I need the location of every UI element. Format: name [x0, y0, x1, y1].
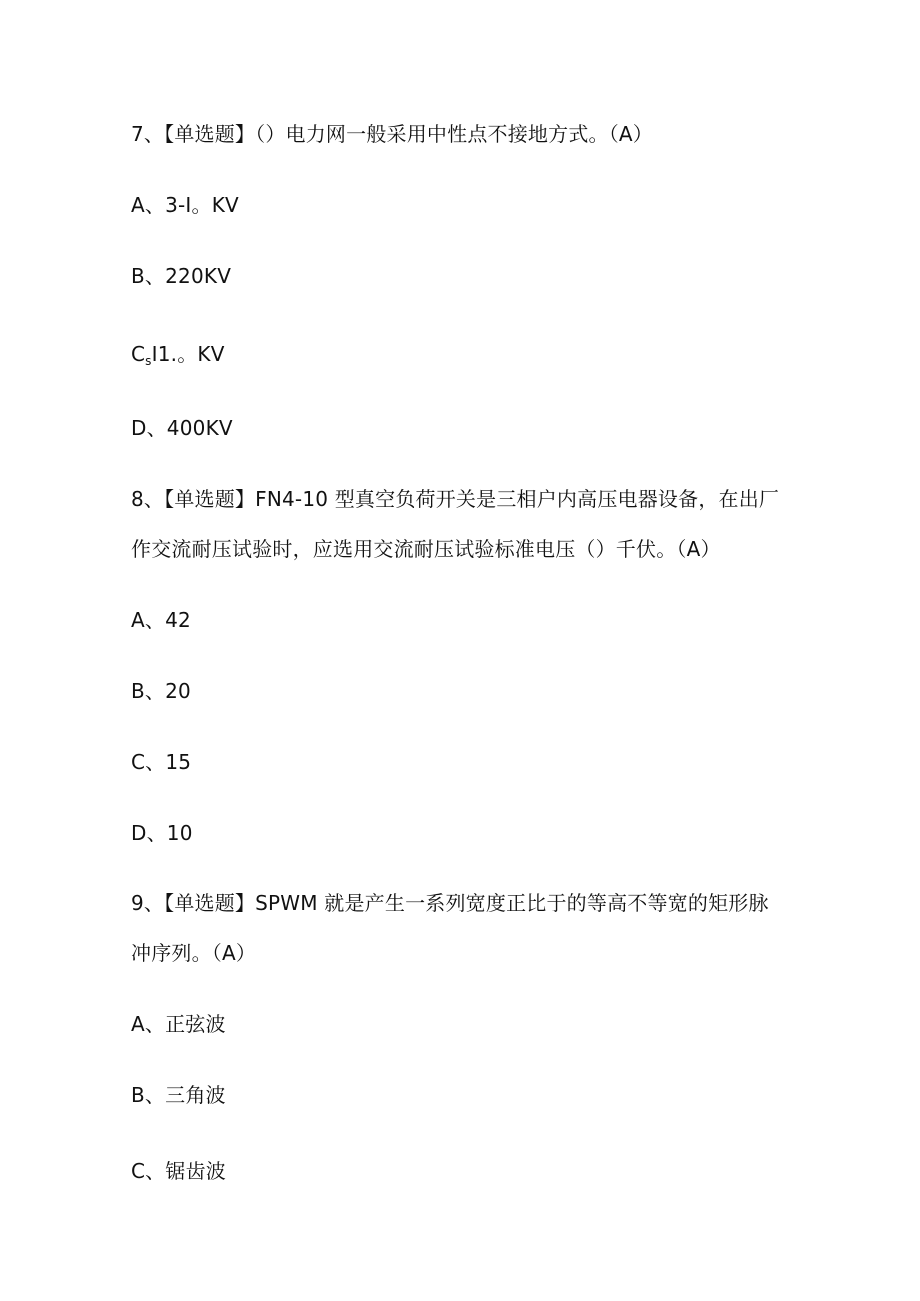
question-7-option-d: D、400KV: [131, 416, 233, 440]
question-9-option-b: B、三角波: [131, 1083, 226, 1107]
question-7-text: 7、【单选题】（）电力网一般采用中性点不接地方式。（A）: [131, 122, 654, 146]
question-8-option-a: A、42: [131, 608, 191, 632]
option-c-letter: C: [131, 342, 146, 366]
question-7-option-b: B、220KV: [131, 264, 232, 288]
question-8-option-d: D、10: [131, 821, 193, 845]
question-8-text-line-2: 作交流耐压试验时，应选用交流耐压试验标准电压（）千伏。（A）: [131, 537, 721, 561]
option-c-value: I1.。KV: [151, 342, 225, 366]
question-8-option-b: B、20: [131, 679, 191, 703]
question-8-option-c: C、15: [131, 750, 192, 774]
option-c-subscript: s: [145, 354, 152, 368]
question-7-option-a: A、3-I。KV: [131, 193, 239, 217]
question-7-option-c: [131, 342, 225, 373]
question-9-option-a: A、正弦波: [131, 1012, 226, 1036]
question-9-option-c: C、锯齿波: [131, 1159, 226, 1183]
question-9-text-line-2: 冲序列。（A）: [131, 941, 257, 965]
question-8-text-line-1: 8、【单选题】FN4-10 型真空负荷开关是三相户内高压电器设备，在出厂: [131, 487, 780, 511]
question-9-text-line-1: 9、【单选题】SPWM 就是产生一系列宽度正比于的等高不等宽的矩形脉: [131, 891, 769, 915]
